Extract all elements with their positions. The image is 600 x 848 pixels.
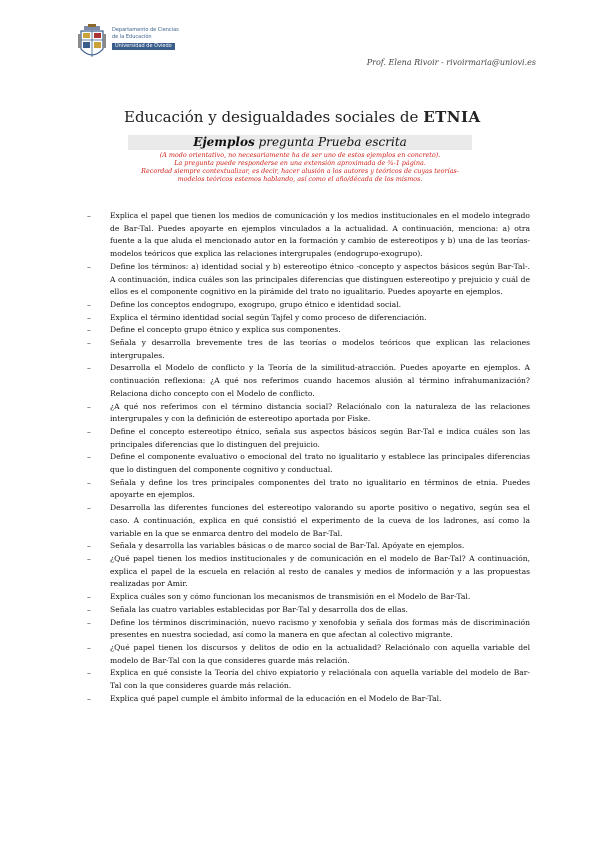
page-title — [124, 108, 481, 126]
question-item: – Desarrolla el Modelo de conflicto y la Teoría de la similitud-atracción. Puedes apoyarte en ejemplos. A continuación reflexiona: ¿A qué nos referimos cuando hacemos alusión al término infrahumanización? Relaciona dicho concepto con el Modelo de conflicto. — [110, 362, 530, 400]
section-banner — [128, 135, 472, 150]
question-item: – Define los términos: a) identidad social y b) estereotipo étnico -concepto y aspectos básicos según Bar-Tal-. A continuación, indica cuáles son las principales diferencias que distinguen estereotipo y prejuicio y cuál de ellos es el componente cognitivo en la pirámide del trato no igualitario. Puedes apoyarte en ejemplos. — [110, 261, 530, 299]
banner-emphasis: Ejemplos — [193, 135, 255, 149]
page-header — [0, 0, 600, 80]
question-item: – Explica en qué consiste la Teoría del chivo expiatorio y relaciónala con aquella variable del modelo de Bar-Tal con la que consideres guarde más relación. — [110, 667, 530, 692]
university-name: Universidad de Oviedo — [112, 43, 175, 50]
question-item: – Desarrolla las diferentes funciones del estereotipo valorando su aporte positivo o negativo, según sea el caso. A continuación, explica en qué consistió el experimento de la cueva de los ladrones, así como la variable en la que se enmarca dentro del modelo de Bar-Tal. — [110, 502, 530, 540]
note-line: La pregunta puede responderse en una extensión aproximada de ¾-1 página. — [174, 159, 426, 167]
question-item: – ¿Qué papel tienen los medios institucionales y de comunicación en el modelo de Bar-Tal? A continuación, explica el papel de la escuela en relación al resto de canales y medios de información y a las propuestas realizadas por Amir. — [110, 553, 530, 591]
note-line: modelos teóricos estemos hablando, así como el año/década de los mismos. — [177, 175, 423, 183]
question-item: – Define los términos discriminación, nuevo racismo y xenofobia y señala dos formas más de discriminación presentes en nuestra sociedad, así como la manera en que afectan al colectivo migrante. — [110, 617, 530, 642]
department-line: Departamento de Ciencias — [112, 27, 179, 33]
question-item: – Define el componente evaluativo o emocional del trato no igualitario y establece las principales diferencias que lo distinguen del componente cognitivo y conductual. — [110, 451, 530, 476]
question-item: – Señala y desarrolla las variables básicas o de marco social de Bar-Tal. Apóyate en ejemplos. — [110, 540, 530, 553]
question-item: – Explica qué papel cumple el ámbito informal de la educación en el Modelo de Bar-Tal. — [110, 693, 530, 706]
question-item: – Define los conceptos endogrupo, exogrupo, grupo étnico e identidad social. — [110, 299, 530, 312]
question-item: – Señala y define los tres principales componentes del trato no igualitario en términos de etnia. Puedes apoyarte en ejemplos. — [110, 477, 530, 502]
author-contact: Prof. Elena Rivoir - rivoirmaria@uniovi.es — [366, 58, 536, 67]
question-item: – ¿A qué nos referimos con el término distancia social? Relaciónalo con la naturaleza de las relaciones intergrupales y con la definición de estereotipo aportada por Fiske. — [110, 401, 530, 426]
note-line: (A modo orientativo, no necesariamente ha de ser uno de estos ejemplos en concreto). — [159, 151, 441, 159]
question-item: – Señala y desarrolla brevemente tres de las teorías o modelos teóricos que explican las relaciones intergrupales. — [110, 337, 530, 362]
title-emphasis: ETNIA — [423, 108, 481, 126]
instructions-note — [100, 151, 500, 183]
banner-text: pregunta Prueba escrita — [254, 135, 407, 149]
question-item: – Explica cuáles son y cómo funcionan los mecanismos de transmisión en el Modelo de Bar-Tal. — [110, 591, 530, 604]
department-line: de la Educación — [112, 34, 152, 40]
question-item: – Define el concepto estereotipo étnico, señala sus aspectos básicos según Bar-Tal e indica cuáles son las principales diferencias que lo distinguen del prejuicio. — [110, 426, 530, 451]
question-item: – Señala las cuatro variables establecidas por Bar-Tal y desarrolla dos de ellas. — [110, 604, 530, 617]
question-item: – Explica el papel que tienen los medios de comunicación y los medios institucionales en el modelo integrado de Bar-Tal. Puedes apoyarte en ejemplos vinculados a la actualidad. A continuación, menciona: a) otra fuente a la que aluda el mencionado autor en la formación y cambio de estereotipos y b) una de las teorías-modelos teóricos que explica las relaciones intergrupales (endogrupo-exogrupo). — [110, 210, 530, 261]
question-item: – ¿Qué papel tienen los discursos y delitos de odio en la actualidad? Relaciónalo con aquella variable del modelo de Bar-Tal con la que consideres guarde más relación. — [110, 642, 530, 667]
question-item: – Explica el término identidad social según Tajfel y como proceso de diferenciación. — [110, 312, 530, 325]
department-name — [112, 27, 179, 50]
university-crest-icon — [78, 24, 106, 62]
question-item: – Define el concepto grupo étnico y explica sus componentes. — [110, 324, 530, 337]
title-prefix: Educación y desigualdades sociales de — [124, 108, 419, 126]
note-line: Recordad siempre contextualizar, es decir, hacer alusión a los autores y teóricos de cuyas teorías- — [141, 167, 459, 175]
question-list — [110, 210, 530, 705]
